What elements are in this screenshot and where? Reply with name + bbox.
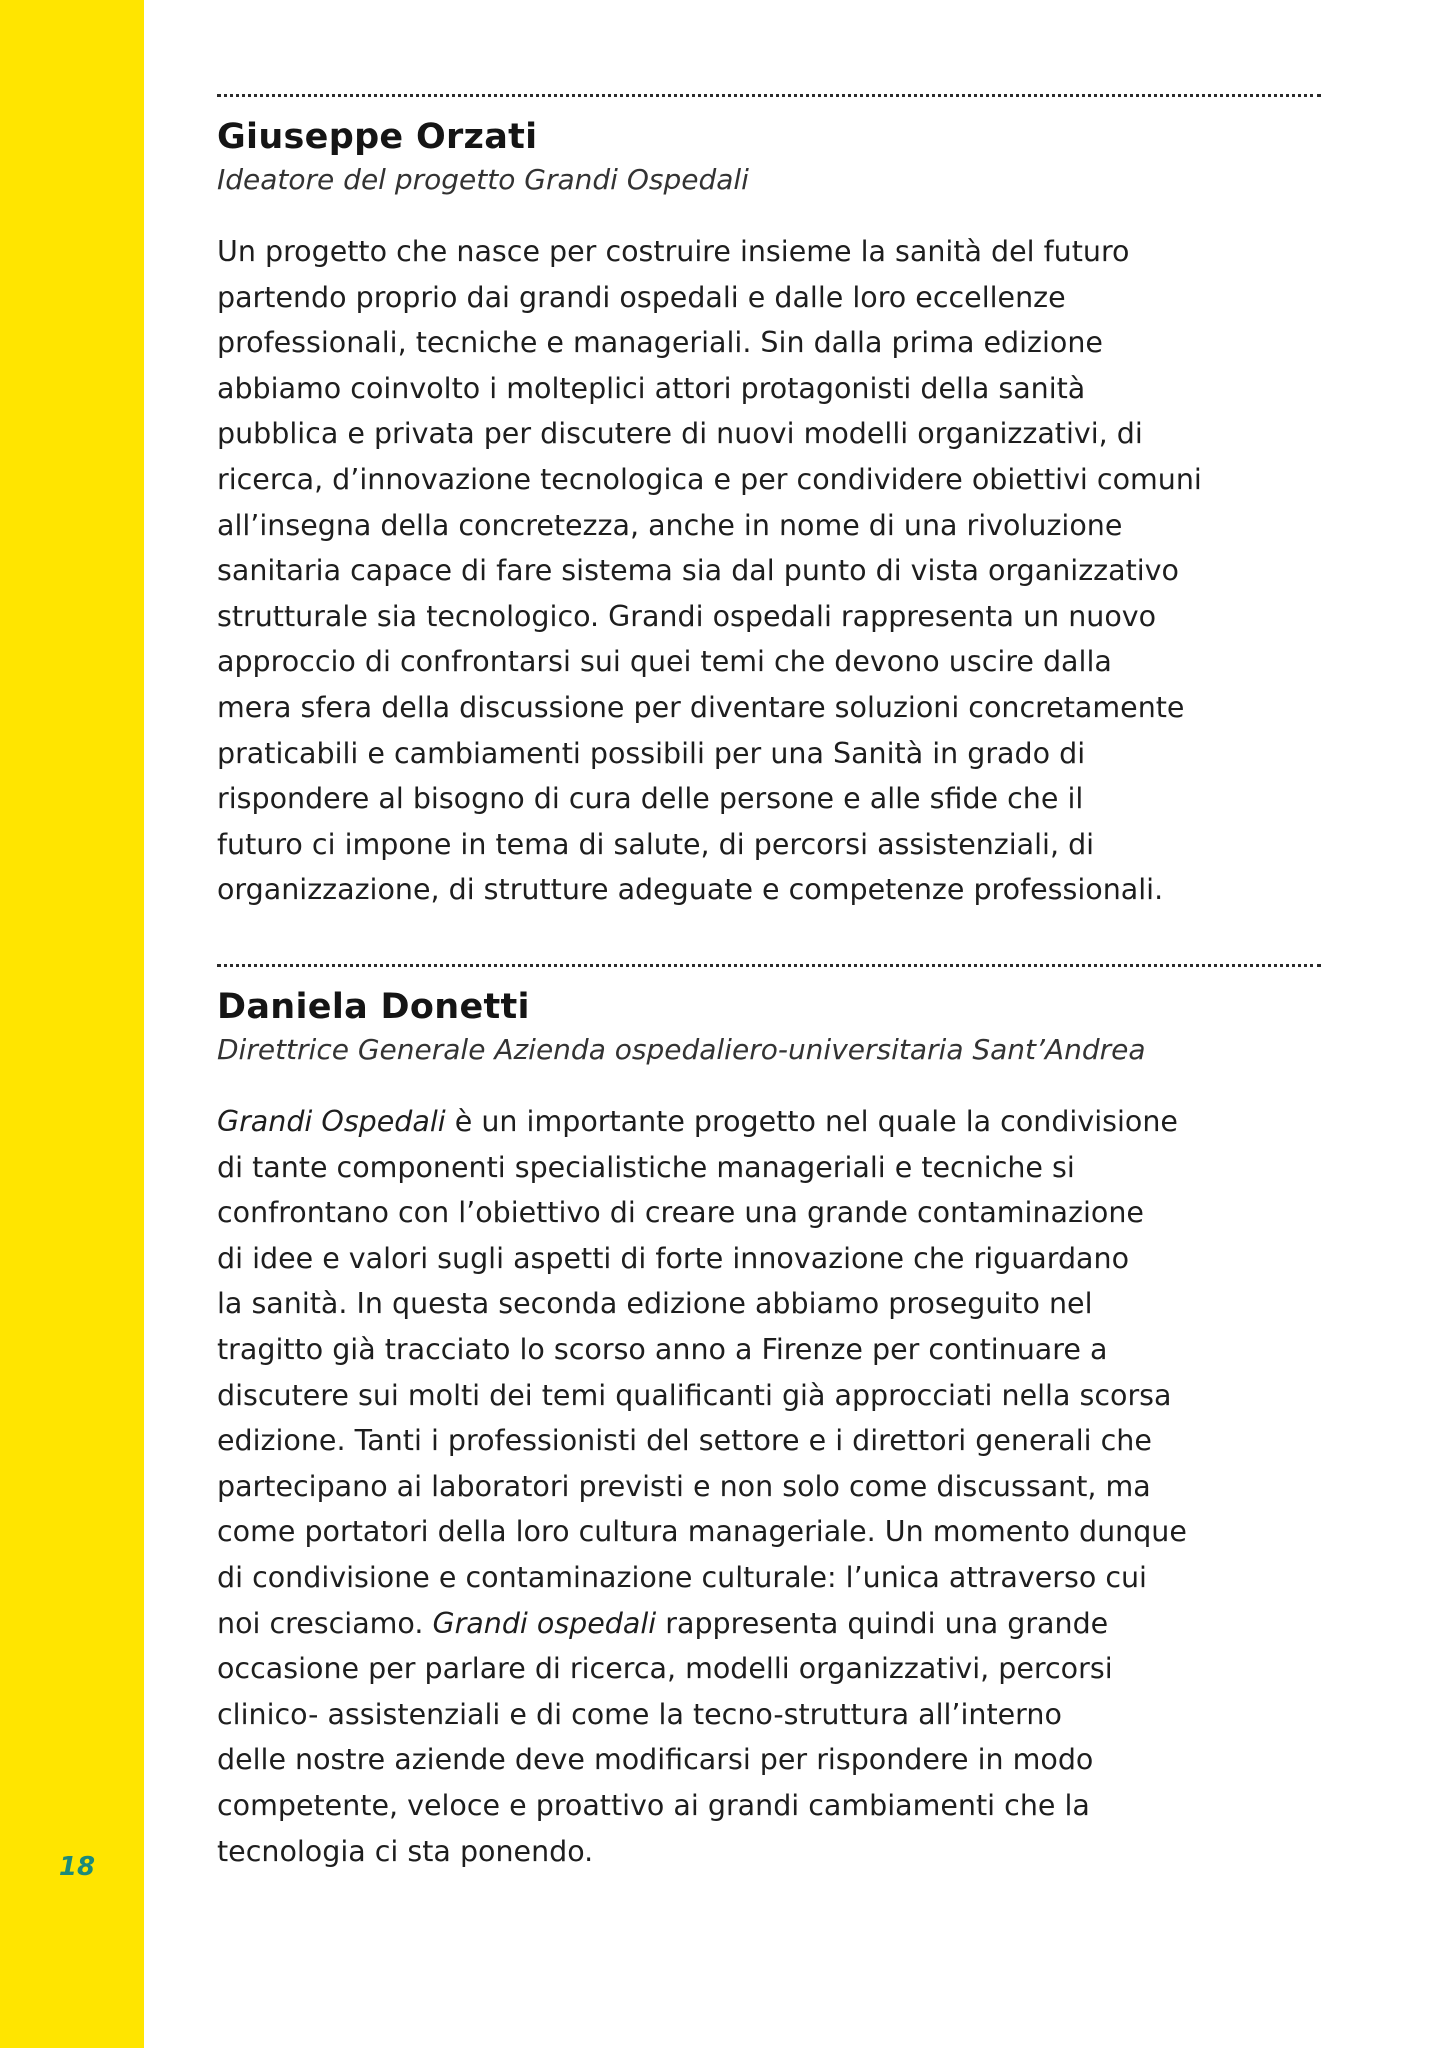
text-line: all’insegna della concretezza, anche in nome di una rivoluzione [217, 508, 1123, 542]
dotted-divider [217, 94, 1321, 97]
dotted-divider [217, 964, 1321, 967]
statement-text [217, 1099, 1327, 1874]
text-line: di tante componenti specialistiche manageriali e tecniche si [217, 1150, 1075, 1184]
text-line: competente, veloce e proattivo ai grandi cambiamenti che la [217, 1788, 1090, 1822]
text-line: strutturale sia tecnologico. Grandi ospedali rappresenta un nuovo [217, 599, 1157, 633]
profile-section-orzati [217, 94, 1327, 913]
text-line: di idee e valori sugli aspetti di forte innovazione che riguardano [217, 1241, 1129, 1275]
text-line [217, 1099, 1327, 1145]
text-line: ricerca, d’innovazione tecnologica e per condividere obiettivi comuni [217, 462, 1202, 496]
project-name-italic: Grandi ospedali [432, 1606, 657, 1640]
text-line: futuro ci impone in tema di salute, di percorsi assistenziali, di [217, 827, 1095, 861]
text-line: partendo proprio dai grandi ospedali e dalle loro eccellenze [217, 280, 1066, 314]
project-name-italic: Grandi Ospedali [217, 1105, 446, 1138]
person-role: Direttrice Generale Azienda ospedaliero-universitaria Sant’Andrea [217, 1033, 1146, 1066]
text-line: abbiamo coinvolto i molteplici attori protagonisti della sanità [217, 371, 1086, 405]
person-role: Ideatore del progetto Grandi Ospedali [217, 163, 749, 196]
text-line: rispondere al bisogno di cura delle persone e alle sfide che il [217, 782, 1084, 816]
text-line: professionali, tecniche e manageriali. Sin dalla prima edizione [217, 326, 1103, 360]
text-line: sanitaria capace di fare sistema sia dal punto di vista organizzativo [217, 554, 1179, 588]
side-accent-band [0, 0, 144, 2048]
text-line: la sanità. In questa seconda edizione abbiamo proseguito nel [217, 1287, 1093, 1321]
text-line: mera sfera della discussione per diventare soluzioni concretamente [217, 690, 1185, 724]
text-line: approccio di confrontarsi sui quei temi che devono uscire dalla [217, 645, 1112, 679]
statement-text [217, 229, 1327, 913]
text-fragment: è un importante progetto nel quale la condivisione [445, 1105, 1178, 1138]
page-number: 18 [58, 1852, 96, 1882]
text-line: clinico- assistenziali e di come la tecno-struttura all’interno [217, 1697, 1062, 1731]
text-fragment: rappresenta quindi una grande [656, 1606, 1109, 1640]
text-line: tecnologia ci sta ponendo. [217, 1834, 594, 1868]
text-line: discutere sui molti dei temi qualificanti già approcciati nella scorsa [217, 1378, 1172, 1412]
text-line: edizione. Tanti i professionisti del settore e i direttori generali che [217, 1424, 1152, 1458]
text-line: occasione per parlare di ricerca, modelli organizzativi, percorsi [217, 1652, 1113, 1686]
text-fragment: noi cresciamo. [217, 1606, 433, 1640]
text-line: tragitto già tracciato lo scorso anno a Firenze per continuare a [217, 1332, 1108, 1366]
profile-section-donetti [217, 964, 1327, 1874]
text-line: delle nostre aziende deve modificarsi per rispondere in modo [217, 1743, 1094, 1777]
text-line: confrontano con l’obiettivo di creare una grande contaminazione [217, 1196, 1144, 1230]
text-line: di condivisione e contaminazione culturale: l’unica attraverso cui [217, 1560, 1147, 1594]
text-line: partecipano ai laboratori previsti e non solo come discussant, ma [217, 1469, 1151, 1503]
person-name: Daniela Donetti [217, 987, 530, 1027]
text-line: Un progetto che nasce per costruire insieme la sanità del futuro [217, 235, 1130, 268]
text-line [217, 1601, 1327, 1647]
text-line: organizzazione, di strutture adeguate e competenze professionali. [217, 873, 1164, 907]
text-line: come portatori della loro cultura manageriale. Un momento dunque [217, 1515, 1187, 1549]
text-line: pubblica e privata per discutere di nuovi modelli organizzativi, di [217, 417, 1143, 451]
text-line: praticabili e cambiamenti possibili per una Sanità in grado di [217, 736, 1086, 770]
person-name: Giuseppe Orzati [217, 117, 538, 157]
